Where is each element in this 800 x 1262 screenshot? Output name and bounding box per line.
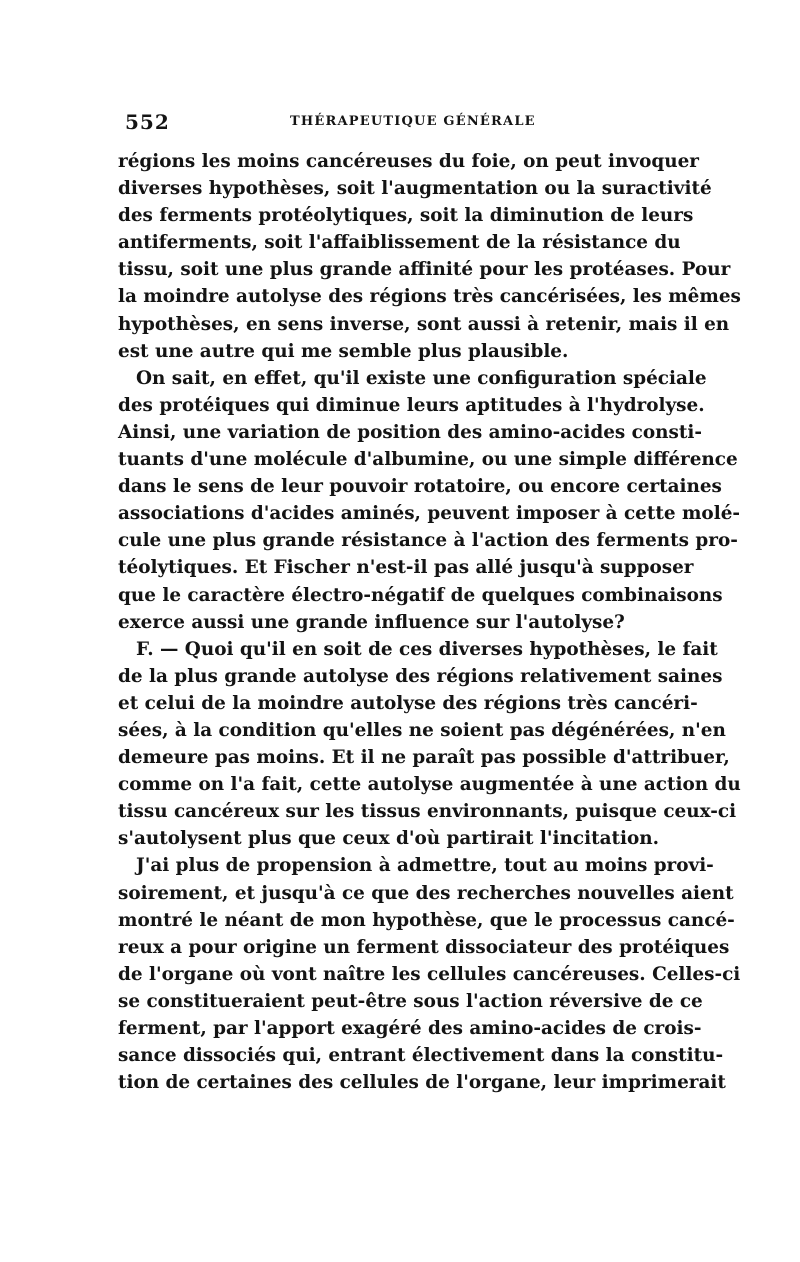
text-line: ferment, par l'apport exagéré des amino-acides de crois- [118, 1018, 702, 1039]
page-header [125, 110, 675, 140]
text-line: que le caractère électro-négatif de quelques combinaisons [118, 584, 723, 606]
text-line: J'ai plus de propension à admettre, tout au moins provi- [136, 855, 714, 877]
running-head: THÉRAPEUTIQUE GÉNÉRALE [290, 114, 536, 129]
text-line: cule une plus grande résistance à l'action des ferments pro- [118, 530, 738, 552]
text-line: s'autolysent plus que ceux d'où partirait l'incitation. [118, 828, 660, 850]
text-line: F. — Quoi qu'il en soit de ces diverses hypothèses, le fait [136, 638, 718, 660]
text-line: et celui de la moindre autolyse des régions très cancéri- [118, 692, 698, 714]
text-line: demeure pas moins. Et il ne paraît pas possible d'attribuer, [118, 747, 730, 769]
text-line: sées, à la condition qu'elles ne soient pas dégénérées, n'en [118, 719, 726, 741]
text-line: de la plus grande autolyse des régions relativement saines [118, 665, 723, 687]
text-line: tissu, soit une plus grande affinité pour les protéases. Pour [118, 259, 731, 281]
text-line: associations d'acides aminés, peuvent imposer à cette molé- [118, 503, 741, 525]
page-number: 552 [125, 110, 170, 134]
text-line: antiferments, soit l'affaiblissement de la résistance du [118, 232, 681, 254]
text-line: régions les moins cancéreuses du foie, on peut invoquer [118, 151, 699, 172]
text-line: comme on l'a fait, cette autolyse augmentée à une action du [118, 774, 741, 796]
text-line: montré le néant de mon hypothèse, que le processus cancé- [118, 909, 735, 931]
text-line: se constitueraient peut-être sous l'action réversive de ce [118, 990, 703, 1012]
text-line: hypothèses, en sens inverse, sont aussi à retenir, mais il en [118, 313, 730, 335]
text-line: dans le sens de leur pouvoir rotatoire, ou encore certaines [118, 476, 722, 498]
text-line: tuants d'une molécule d'albumine, ou une simple différence [118, 449, 738, 471]
text-line: On sait, en effet, qu'il existe une configuration spéciale [136, 367, 707, 389]
text-line: diverses hypothèses, soit l'augmentation ou la suractivité [118, 178, 712, 200]
text-line: exerce aussi une grande influence sur l'autolyse? [118, 611, 625, 633]
text-line: de l'organe où vont naître les cellules cancéreuses. Celles-ci [118, 963, 741, 985]
text-line: est une autre qui me semble plus plausible. [118, 340, 569, 362]
text-body [118, 148, 741, 1096]
text-line: des ferments protéolytiques, soit la diminution de leurs [118, 205, 694, 227]
text-line: la moindre autolyse des régions très cancérisées, les mêmes [118, 286, 741, 308]
text-line: des protéiques qui diminue leurs aptitudes à l'hydrolyse. [118, 394, 705, 416]
text-line: Ainsi, une variation de position des amino-acides consti- [118, 421, 702, 443]
text-line: reux a pour origine un ferment dissociateur des protéiques [118, 936, 730, 958]
text-line: tion de certaines des cellules de l'organe, leur imprimerait [118, 1072, 726, 1094]
text-line: tissu cancéreux sur les tissus environnants, puisque ceux-ci [118, 801, 737, 823]
text-line: téolytiques. Et Fischer n'est-il pas allé jusqu'à supposer [118, 557, 694, 579]
text-line: soirement, et jusqu'à ce que des recherches nouvelles aient [118, 882, 734, 904]
text-line: sance dissociés qui, entrant électivement dans la constitu- [118, 1045, 724, 1067]
